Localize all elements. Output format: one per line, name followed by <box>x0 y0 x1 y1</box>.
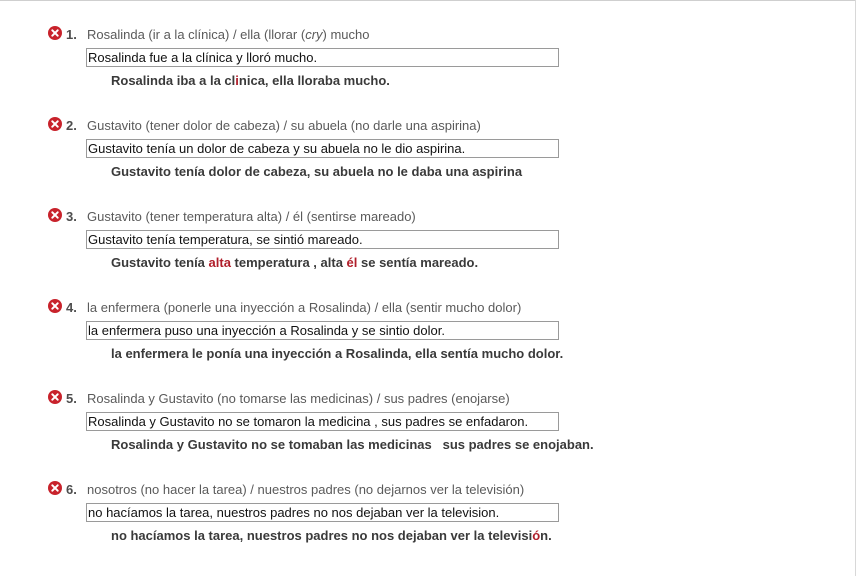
correction-text: no hacíamos la tarea, nuestros padres no nos dejaban ver la televisi <box>111 528 533 543</box>
highlighted-correction: i <box>235 73 239 88</box>
prompt-text: la enfermera (ponerle una inyección a Rosalinda) / ella (sentir mucho dolor) <box>87 300 522 315</box>
incorrect-x-icon <box>48 208 62 222</box>
correction-text: n. <box>540 528 552 543</box>
correction-text: Gustavito tenía <box>111 255 209 270</box>
question-prompt <box>87 300 521 315</box>
answer-field[interactable]: no hacíamos la tarea, nuestros padres no nos dejaban ver la television. <box>86 503 559 522</box>
prompt-line <box>48 390 828 408</box>
correction-text: se sentía mareado. <box>357 255 479 270</box>
top-divider <box>0 0 856 1</box>
incorrect-x-icon <box>48 390 62 404</box>
prompt-line <box>48 26 828 44</box>
prompt-text: Gustavito (tener temperatura alta) / él (sentirse mareado) <box>87 209 416 224</box>
correction-text: temperatura , alta <box>230 255 347 270</box>
correct-answer <box>111 164 522 179</box>
correction-text: Rosalinda y Gustavito no se tomaban las medicinas sus padres se enojaban. <box>111 437 594 452</box>
highlighted-correction: él <box>346 255 358 270</box>
exercise-item <box>48 208 828 270</box>
question-number: 2. <box>66 118 77 133</box>
correct-answer <box>111 73 390 88</box>
prompt-text: ) mucho <box>322 27 370 42</box>
prompt-text: Rosalinda y Gustavito (no tomarse las medicinas) / sus padres (enojarse) <box>87 391 510 406</box>
incorrect-x-icon <box>48 117 62 131</box>
incorrect-x-icon <box>48 26 62 40</box>
answer-field[interactable]: Rosalinda fue a la clínica y lloró mucho. <box>86 48 559 67</box>
question-prompt <box>87 482 524 497</box>
answer-field[interactable]: la enfermera puso una inyección a Rosalinda y se sintio dolor. <box>86 321 559 340</box>
exercise-item <box>48 481 828 543</box>
exercise-item <box>48 117 828 179</box>
prompt-line <box>48 299 828 317</box>
answer-field[interactable]: Gustavito tenía temperatura, se sintió mareado. <box>86 230 559 249</box>
incorrect-x-icon <box>48 299 62 313</box>
exercise-item <box>48 390 828 452</box>
question-prompt <box>87 118 481 133</box>
correction-text: la enfermera le ponía una inyección a Rosalinda, ella sentía mucho dolor. <box>111 346 564 361</box>
prompt-text: nosotros (no hacer la tarea) / nuestros padres (no dejarnos ver la televisión) <box>87 482 525 497</box>
prompt-text: Gustavito (tener dolor de cabeza) / su abuela (no darle una aspirina) <box>87 118 481 133</box>
question-number: 4. <box>66 300 77 315</box>
correct-answer <box>111 437 594 452</box>
prompt-line <box>48 117 828 135</box>
question-prompt <box>87 391 510 406</box>
correction-text: Gustavito tenía dolor de cabeza, su abuela no le daba una aspirina <box>111 164 523 179</box>
question-number: 1. <box>66 27 77 42</box>
correct-answer <box>111 346 563 361</box>
answer-field[interactable]: Gustavito tenía un dolor de cabeza y su abuela no le dio aspirina. <box>86 139 559 158</box>
correction-text: Rosalinda iba a la cl <box>111 73 236 88</box>
highlighted-correction: alta <box>208 255 231 270</box>
question-prompt <box>87 27 370 42</box>
prompt-italic-text: cry <box>305 27 323 42</box>
incorrect-x-icon <box>48 481 62 495</box>
correction-text: nica, ella lloraba mucho. <box>238 73 390 88</box>
question-number: 5. <box>66 391 77 406</box>
exercise-item <box>48 26 828 88</box>
exercise-item <box>48 299 828 361</box>
correct-answer <box>111 528 552 543</box>
prompt-line <box>48 481 828 499</box>
prompt-text: Rosalinda (ir a la clínica) / ella (llorar ( <box>87 27 306 42</box>
correct-answer <box>111 255 478 270</box>
question-number: 6. <box>66 482 77 497</box>
answer-field[interactable]: Rosalinda y Gustavito no se tomaron la medicina , sus padres se enfadaron. <box>86 412 559 431</box>
highlighted-correction: ó <box>532 528 541 543</box>
question-number: 3. <box>66 209 77 224</box>
question-prompt <box>87 209 416 224</box>
prompt-line <box>48 208 828 226</box>
